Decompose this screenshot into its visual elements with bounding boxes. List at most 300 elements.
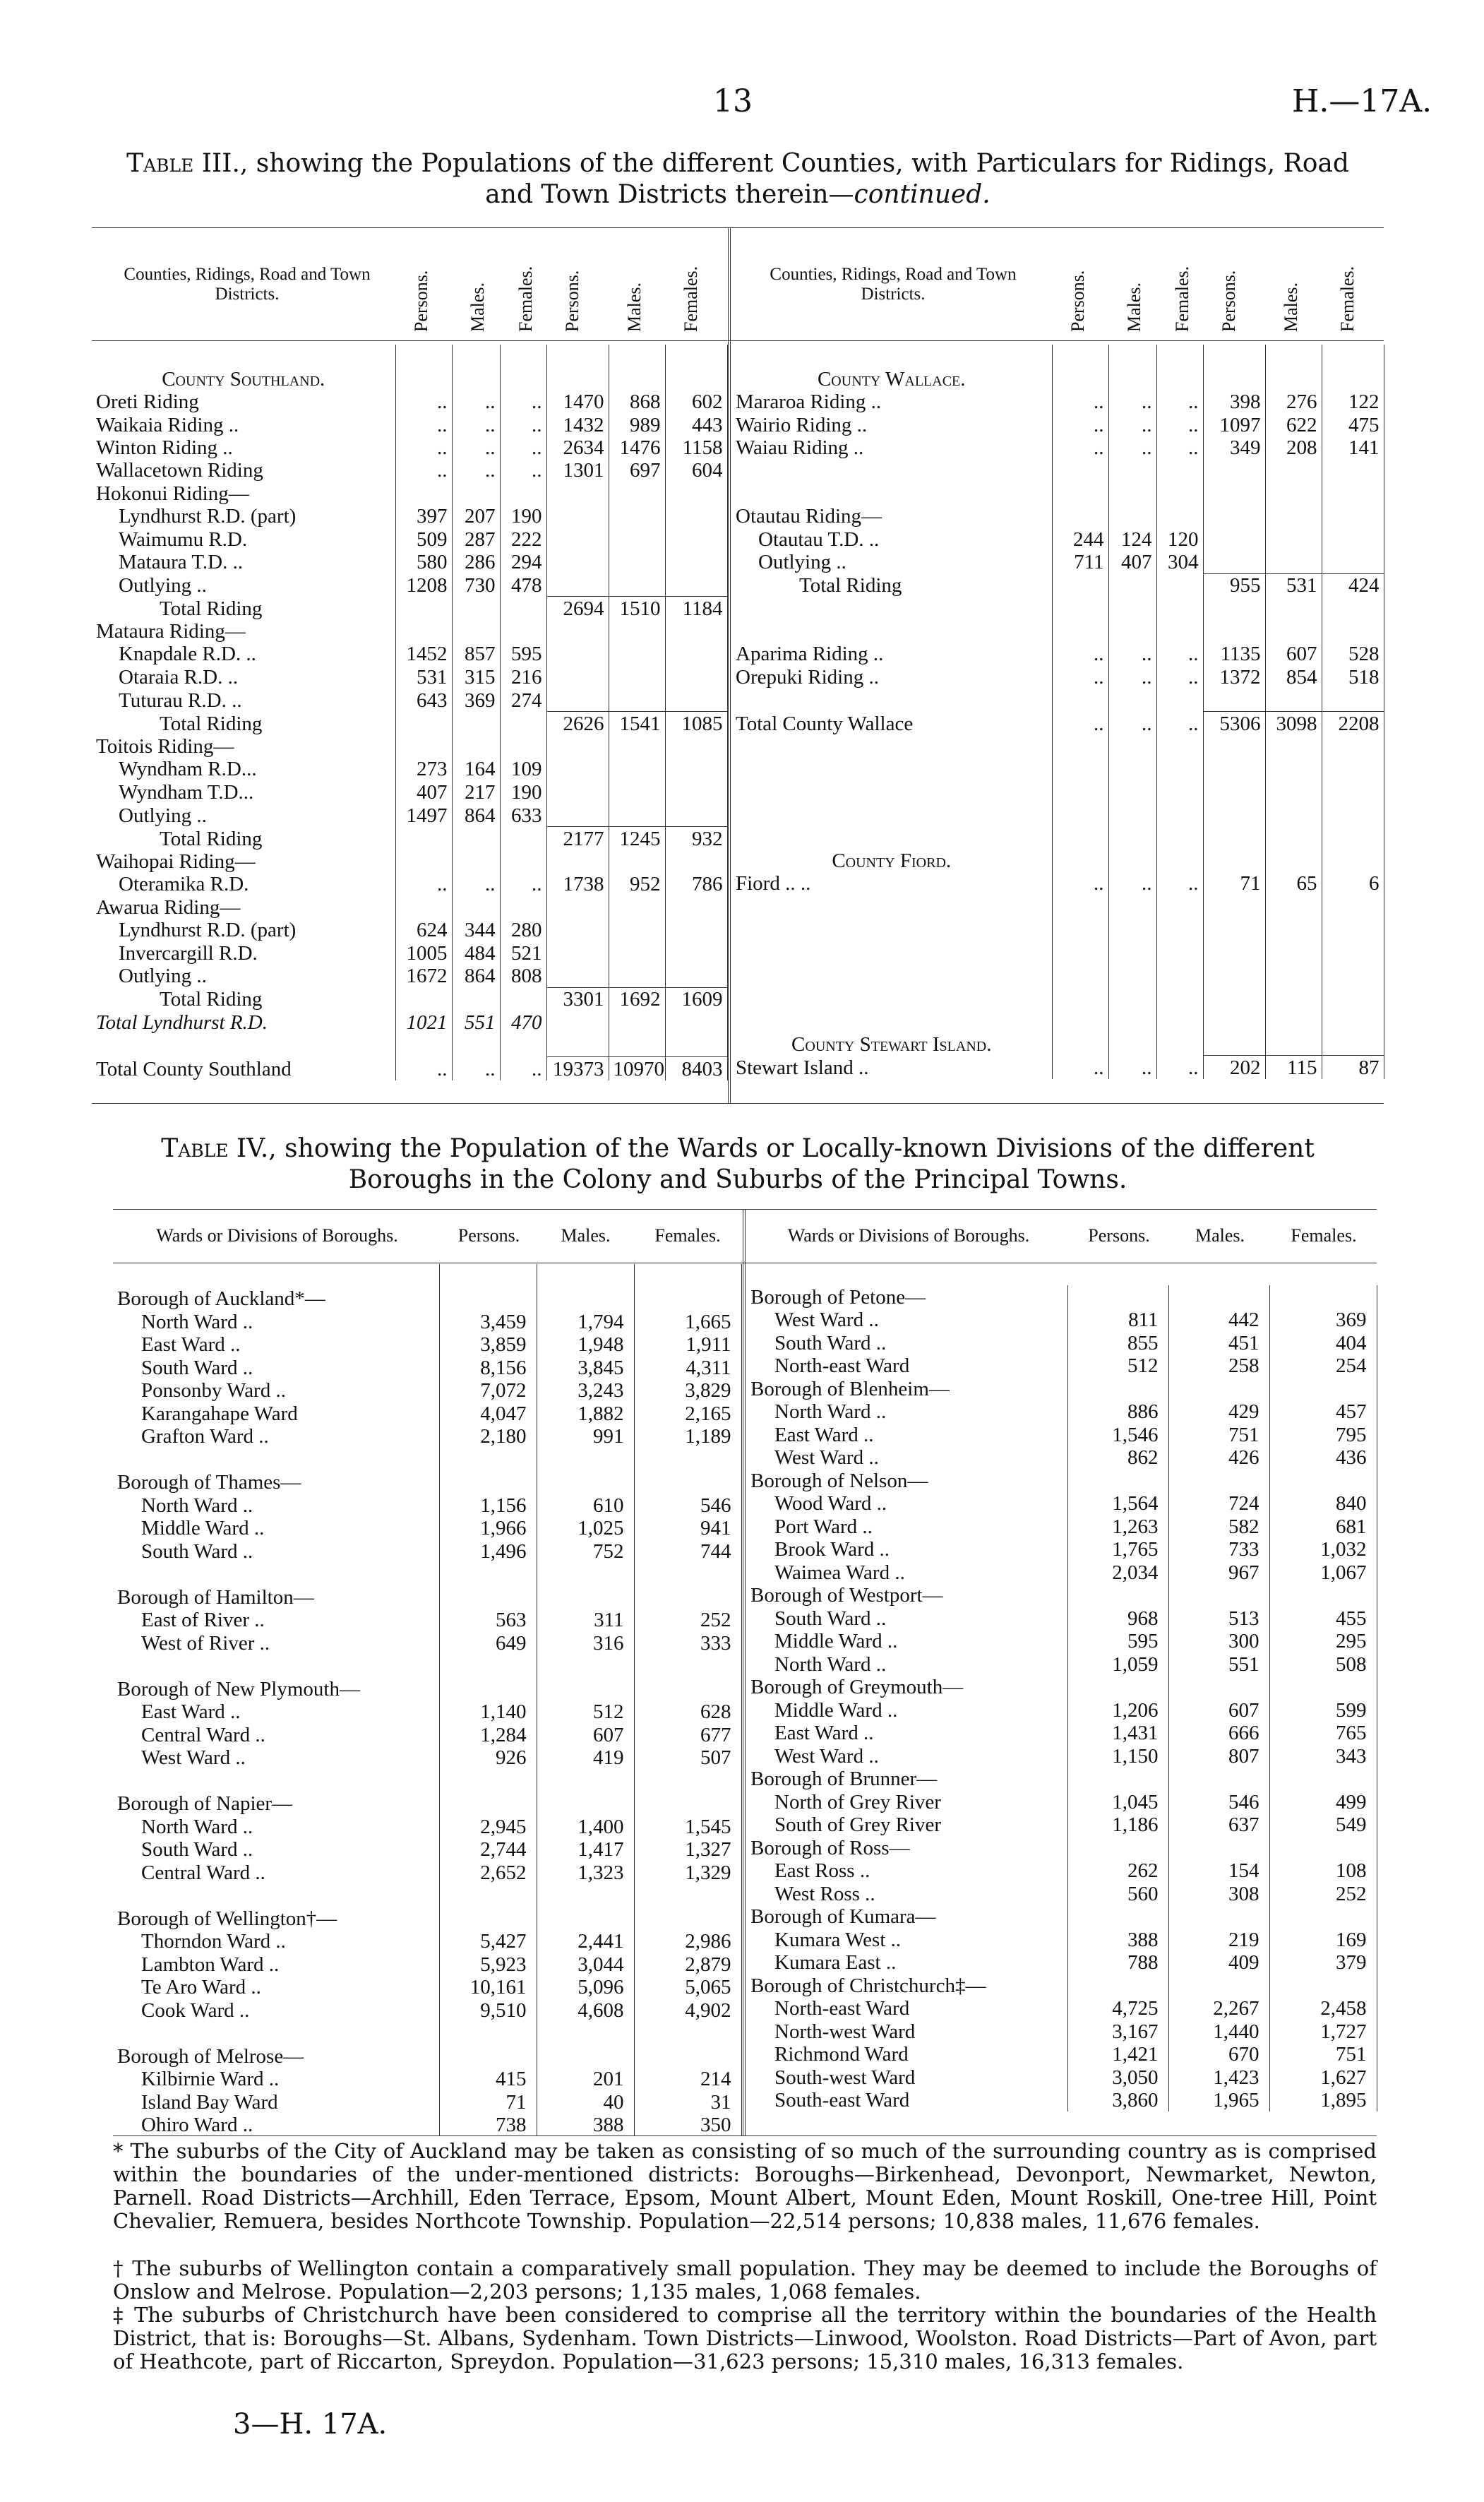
table3-left-persons-header-a: Persons. (411, 270, 431, 332)
cell-d: 1470 (546, 391, 609, 413)
cell-b: .. (1108, 712, 1156, 735)
row-label: Waihopai Riding— (92, 850, 395, 873)
cell-p: 512 (1067, 1354, 1168, 1378)
cell-p (439, 1563, 537, 1586)
row-label: North Ward .. (113, 1494, 439, 1517)
table4-left-row (113, 1953, 741, 1976)
cell-p: 1,284 (439, 1723, 537, 1746)
row-label: Borough of Napier— (113, 1792, 439, 1816)
table4-caption-text: showing the Population of the Wards or Locally-known Divisions of the different (276, 1134, 1315, 1163)
cell-c (500, 345, 546, 367)
table4-right-row (746, 2066, 1377, 2089)
cell-a: 711 (1052, 551, 1108, 574)
cell-f (665, 345, 727, 367)
cell-e: 1476 (609, 436, 665, 459)
cell-a: .. (1052, 413, 1108, 436)
cell-a: 531 (395, 665, 452, 688)
row-label: Outlying .. (92, 573, 395, 597)
cell-c: 274 (500, 689, 546, 712)
cell-f: 751 (1269, 2043, 1377, 2066)
cell-m: 426 (1168, 1446, 1269, 1470)
cell-b (452, 735, 500, 758)
table3-right-females-header-a: Females. (1172, 266, 1192, 332)
row-label: North-east Ward (746, 1997, 1067, 2020)
cell-b (452, 1034, 500, 1057)
cell-a (395, 712, 452, 735)
cell-d (1203, 1009, 1265, 1032)
row-label: Borough of Hamilton— (113, 1585, 439, 1609)
cell-f (1322, 780, 1384, 803)
row-label: South of Grey River (746, 1813, 1067, 1837)
cell-m: 451 (1168, 1331, 1269, 1354)
cell-p: 649 (439, 1631, 537, 1655)
cell-c (1156, 758, 1203, 780)
cell-d: 2634 (546, 436, 609, 459)
table4-right-row (746, 1515, 1377, 1538)
cell-f: 1,032 (1269, 1538, 1377, 1561)
table3-left-row (92, 391, 727, 413)
row-label: North-west Ward (746, 2020, 1067, 2043)
cell-f (665, 941, 727, 964)
cell-f (1322, 528, 1384, 550)
row-label (731, 826, 1052, 849)
cell-e (609, 620, 665, 643)
cell-d (1203, 758, 1265, 780)
cell-m: 154 (1168, 1859, 1269, 1883)
table3-left-row (92, 712, 727, 735)
table3-left-males-header-b: Males. (624, 282, 645, 332)
cell-b: 286 (452, 551, 500, 573)
table4-right-males-header: Males. (1195, 1225, 1245, 1246)
cell-e: 115 (1265, 1056, 1322, 1079)
cell-d: 2177 (546, 827, 609, 850)
table3-right-row (731, 459, 1384, 482)
cell-f (1322, 1009, 1384, 1032)
cell-e: 10970 (609, 1057, 665, 1080)
table4-left-row (113, 2022, 741, 2045)
cell-b (1108, 482, 1156, 504)
cell-d (546, 804, 609, 827)
cell-a (1052, 826, 1108, 849)
cell-c: 109 (500, 758, 546, 780)
cell-c (1156, 459, 1203, 482)
cell-p (1067, 1768, 1168, 1791)
cell-d (1203, 482, 1265, 504)
cell-b (1108, 367, 1156, 390)
cell-p: 3,860 (1067, 2089, 1168, 2112)
row-label: Kumara West .. (746, 1928, 1067, 1951)
row-label: County Southland. (92, 367, 395, 390)
cell-c: .. (1156, 413, 1203, 436)
table4-left-row (113, 1609, 741, 1632)
row-label (731, 597, 1052, 619)
table3-left-row (92, 689, 727, 712)
cell-a: .. (1052, 391, 1108, 413)
cell-f: 1,327 (634, 1838, 741, 1861)
cell-f (665, 1011, 727, 1033)
table4-right-row (746, 1446, 1377, 1470)
row-label: North of Grey River (746, 1790, 1067, 1813)
cell-a (395, 895, 452, 918)
row-label: County Wallace. (731, 367, 1052, 390)
cell-e (1265, 964, 1322, 987)
table4-left-row (113, 1379, 741, 1402)
cell-f (1269, 1836, 1377, 1859)
cell-d: 1738 (546, 873, 609, 895)
row-label: Cook Ward .. (113, 1998, 439, 2022)
row-label: Borough of Auckland*— (113, 1287, 439, 1311)
table3-right-row (731, 780, 1384, 803)
cell-a: .. (1052, 1056, 1108, 1079)
cell-b (1108, 597, 1156, 619)
row-label: Otautau Riding— (731, 505, 1052, 528)
cell-f (1322, 367, 1384, 390)
table4-left-row (113, 1677, 741, 1700)
cell-f (1322, 459, 1384, 482)
row-label: Kilbirnie Ward .. (113, 2068, 439, 2091)
cell-p: 2,945 (439, 1815, 537, 1838)
row-label: Outlying .. (731, 551, 1052, 574)
document-code: H.—17A. (1292, 83, 1432, 119)
table3-right-row (731, 758, 1384, 780)
cell-c: .. (500, 413, 546, 436)
cell-a (1052, 459, 1108, 482)
cell-a: 1672 (395, 965, 452, 988)
table4-left-row (113, 1425, 741, 1448)
cell-f (634, 2022, 741, 2045)
row-label: North Ward .. (113, 1310, 439, 1333)
row-label: Waiau Riding .. (731, 436, 1052, 459)
table4-right-row (746, 1744, 1377, 1768)
cell-b (1108, 941, 1156, 963)
cell-m: 551 (1168, 1652, 1269, 1676)
footnote-christchurch: ‡ The suburbs of Christchurch have been considered to comprise all the territory within the boundaries of the Health District, that is: Boroughs—St. Albans, Sydenham. Town Districts—Linwood, Woolston. Road Districts—Part of Avon, part of Heathcote, part of Riccarton, Spreydon. Population—31,623 persons; 15,310 males, 16,313 females. (113, 2303, 1377, 2373)
cell-d: 1135 (1203, 643, 1265, 665)
cell-c (1156, 964, 1203, 987)
row-label: East Ward .. (746, 1722, 1067, 1745)
row-label (731, 735, 1052, 758)
table4-caption-prefix: Table IV., (161, 1134, 277, 1163)
cell-d (1203, 735, 1265, 758)
table4-left-row (113, 1471, 741, 1494)
cell-m: 258 (1168, 1354, 1269, 1378)
table4-right-row (746, 1722, 1377, 1745)
cell-f (665, 528, 727, 550)
table3-right-row (731, 505, 1384, 528)
cell-f (634, 1907, 741, 1930)
cell-f: 350 (634, 2114, 741, 2137)
cell-m (1168, 1836, 1269, 1859)
cell-f: 941 (634, 1517, 741, 1540)
cell-m: 991 (537, 1425, 634, 1448)
cell-m (537, 1264, 634, 1287)
table3-right-row (731, 712, 1384, 735)
cell-f (665, 780, 727, 803)
row-label (731, 345, 1052, 367)
cell-f: 1,189 (634, 1425, 741, 1448)
row-label (113, 1655, 439, 1678)
cell-f (1322, 987, 1384, 1009)
cell-p: 8,156 (439, 1356, 537, 1379)
cell-f: 122 (1322, 391, 1384, 413)
table4-left-row (113, 1631, 741, 1655)
cell-b (452, 850, 500, 873)
cell-e: 622 (1265, 413, 1322, 436)
cell-a (395, 597, 452, 620)
cell-b: .. (1108, 643, 1156, 665)
cell-f (665, 919, 727, 941)
row-label: East Ward .. (113, 1700, 439, 1724)
cell-m: 2,267 (1168, 1997, 1269, 2020)
cell-f: 343 (1269, 1744, 1377, 1768)
table4-left-label-header: Wards or Divisions of Boroughs. (156, 1225, 398, 1246)
row-label: Kumara East .. (746, 1951, 1067, 1974)
cell-m: 388 (537, 2114, 634, 2137)
row-label: Total Riding (92, 827, 395, 850)
cell-a: .. (395, 391, 452, 413)
row-label: Total Riding (92, 987, 395, 1011)
cell-p: 1,564 (1067, 1492, 1168, 1515)
cell-f (1322, 895, 1384, 917)
cell-b: .. (452, 873, 500, 895)
row-label: East Ward .. (746, 1423, 1067, 1446)
cell-f (665, 804, 727, 827)
row-label: Fiord .. .. (731, 872, 1052, 895)
cell-p: 1,966 (439, 1517, 537, 1540)
cell-b (1108, 895, 1156, 917)
table3-right-row (731, 964, 1384, 987)
cell-d: 1301 (546, 459, 609, 482)
cell-m (537, 1563, 634, 1586)
table4-right-row (746, 1492, 1377, 1515)
cell-d: 1372 (1203, 665, 1265, 688)
cell-p (439, 1655, 537, 1678)
table4-right-row (746, 1630, 1377, 1653)
cell-f (1322, 826, 1384, 849)
cell-e (1265, 804, 1322, 826)
cell-d (546, 367, 609, 390)
table4-right-row (746, 1813, 1377, 1837)
table3-left-row (92, 573, 727, 597)
cell-p: 1,156 (439, 1494, 537, 1517)
cell-a: .. (1052, 643, 1108, 665)
cell-f: 1,895 (1269, 2089, 1377, 2112)
cell-c (1156, 918, 1203, 941)
row-label: Ponsonby Ward .. (113, 1379, 439, 1402)
cell-c: 120 (1156, 528, 1203, 550)
cell-p (439, 1287, 537, 1311)
cell-f: 1,329 (634, 1861, 741, 1884)
table4-right-row (746, 1676, 1377, 1699)
cell-m: 1,948 (537, 1333, 634, 1357)
cell-m: 512 (537, 1700, 634, 1724)
cell-a: .. (395, 459, 452, 482)
cell-p (439, 1448, 537, 1471)
cell-c: .. (500, 459, 546, 482)
cell-e (609, 367, 665, 390)
cell-a: 407 (395, 780, 452, 803)
cell-m (1168, 1469, 1269, 1492)
cell-m: 1,882 (537, 1402, 634, 1425)
row-label (731, 1009, 1052, 1032)
cell-f (1269, 1584, 1377, 1607)
row-label: Borough of Melrose— (113, 2044, 439, 2068)
cell-m: 419 (537, 1746, 634, 1770)
table4-right-row (746, 1905, 1377, 1929)
cell-a (1052, 941, 1108, 963)
table3-left-row (92, 804, 727, 827)
table3-right-row (731, 941, 1384, 963)
cell-f: 369 (1269, 1309, 1377, 1332)
cell-d: 71 (1203, 872, 1265, 895)
cell-f (1322, 482, 1384, 504)
cell-m (1168, 1584, 1269, 1607)
cell-a (1052, 482, 1108, 504)
cell-e: 3098 (1265, 712, 1322, 735)
row-label (731, 459, 1052, 482)
cell-b: .. (1108, 872, 1156, 895)
cell-d (1203, 895, 1265, 917)
table4-left-row (113, 1494, 741, 1517)
cell-f: 1085 (665, 712, 727, 735)
cell-e (609, 941, 665, 964)
row-label: South Ward .. (113, 1539, 439, 1563)
table3-right-row (731, 573, 1384, 597)
cell-m (537, 1792, 634, 1816)
row-label: Borough of Greymouth— (746, 1676, 1067, 1699)
cell-d (1203, 964, 1265, 987)
table3-left-females-header-a: Females. (515, 266, 536, 332)
cell-d (546, 551, 609, 573)
cell-f (1322, 804, 1384, 826)
cell-a (395, 482, 452, 504)
row-label (731, 895, 1052, 917)
cell-e (1265, 850, 1322, 872)
cell-a: 580 (395, 551, 452, 573)
table4-left-row (113, 1861, 741, 1884)
cell-e: 952 (609, 873, 665, 895)
row-label: East Ross .. (746, 1859, 1067, 1883)
cell-f: 443 (665, 413, 727, 436)
cell-e: 65 (1265, 872, 1322, 895)
table3-left-row (92, 482, 727, 504)
row-label (731, 804, 1052, 826)
cell-f (634, 1448, 741, 1471)
cell-e (1265, 597, 1322, 619)
cell-m (537, 1448, 634, 1471)
cell-f: 6 (1322, 872, 1384, 895)
cell-d (1203, 850, 1265, 872)
cell-e (1265, 689, 1322, 712)
cell-p (439, 1884, 537, 1907)
cell-p: 788 (1067, 1951, 1168, 1974)
cell-p (439, 1792, 537, 1816)
cell-a: .. (395, 1057, 452, 1080)
row-label: East of River .. (113, 1609, 439, 1632)
cell-f (1269, 1469, 1377, 1492)
cell-p: 2,180 (439, 1425, 537, 1448)
cell-f (1269, 1974, 1377, 1997)
cell-m: 308 (1168, 1882, 1269, 1905)
cell-f: 508 (1269, 1652, 1377, 1676)
row-label (731, 780, 1052, 803)
row-label: Mararoa Riding .. (731, 391, 1052, 413)
cell-m: 637 (1168, 1813, 1269, 1837)
table4-left-row (113, 1333, 741, 1357)
cell-p: 262 (1067, 1859, 1168, 1883)
cell-a (1052, 964, 1108, 987)
cell-d (1203, 780, 1265, 803)
row-label: Winton Riding .. (92, 436, 395, 459)
cell-f: 1609 (665, 987, 727, 1011)
cell-p (439, 2022, 537, 2045)
footnote-auckland: * The suburbs of the City of Auckland may be taken as consisting of so much of the surrounding country as is comprised within the boundaries of the under-mentioned districts: Boroughs—Birkenhead, Devonport, Newmarket, Newton, Parnell. Road Districts—Archhill, Eden Terrace, Epsom, Mount Albert, Mount Eden, Mount Roskill, One-tree Hill, Point Chevalier, Remuera, besides Northcote Township. Population—22,514 persons; 10,838 males, 11,676 females. (113, 2139, 1377, 2233)
cell-d (1203, 551, 1265, 574)
cell-e: 1692 (609, 987, 665, 1011)
cell-f (665, 505, 727, 528)
table4-right-persons-header: Persons. (1088, 1225, 1150, 1246)
cell-p: 886 (1067, 1400, 1168, 1424)
cell-p: 5,923 (439, 1953, 537, 1976)
cell-p: 7,072 (439, 1379, 537, 1402)
cell-e (609, 758, 665, 780)
cell-f: 214 (634, 2068, 741, 2091)
cell-m (537, 2044, 634, 2068)
cell-f: 295 (1269, 1630, 1377, 1653)
cell-f: 379 (1269, 1951, 1377, 1974)
row-label (731, 941, 1052, 963)
row-label: North Ward .. (746, 1652, 1067, 1676)
table3-left-row (92, 597, 727, 620)
cell-c: 595 (500, 643, 546, 665)
cell-p: 595 (1067, 1630, 1168, 1653)
cell-f (1269, 1905, 1377, 1929)
cell-d (546, 895, 609, 918)
row-label: Total Riding (92, 712, 395, 735)
cell-a: 1208 (395, 573, 452, 597)
cell-c: 190 (500, 505, 546, 528)
cell-m: 219 (1168, 1928, 1269, 1951)
table3-left-row (92, 873, 727, 895)
cell-d: 2626 (546, 712, 609, 735)
cell-d (546, 573, 609, 597)
table3-right-row (731, 872, 1384, 895)
table4-right-row (746, 1354, 1377, 1378)
cell-a: 509 (395, 528, 452, 550)
cell-a: .. (395, 413, 452, 436)
cell-b: .. (452, 1057, 500, 1080)
cell-f: 1,545 (634, 1815, 741, 1838)
table3-right-label-header: Counties, Ridings, Road and Town Districts. (770, 265, 1017, 304)
cell-d (546, 919, 609, 941)
cell-p: 4,047 (439, 1402, 537, 1425)
cell-b: 730 (452, 573, 500, 597)
row-label: Island Bay Ward (113, 2090, 439, 2114)
row-label: Total Riding (731, 573, 1052, 597)
row-label: Awarua Riding— (92, 895, 395, 918)
cell-d (546, 758, 609, 780)
page-number: 13 (713, 83, 753, 119)
row-label: West of River .. (113, 1631, 439, 1655)
table3-right-row (731, 804, 1384, 826)
cell-a (1052, 345, 1108, 367)
table3-left-females-header-b: Females. (681, 266, 701, 332)
cell-d (1203, 528, 1265, 550)
cell-m (537, 1585, 634, 1609)
table4-left-row (113, 1723, 741, 1746)
cell-m: 607 (537, 1723, 634, 1746)
table3-center-divider (728, 227, 731, 1103)
